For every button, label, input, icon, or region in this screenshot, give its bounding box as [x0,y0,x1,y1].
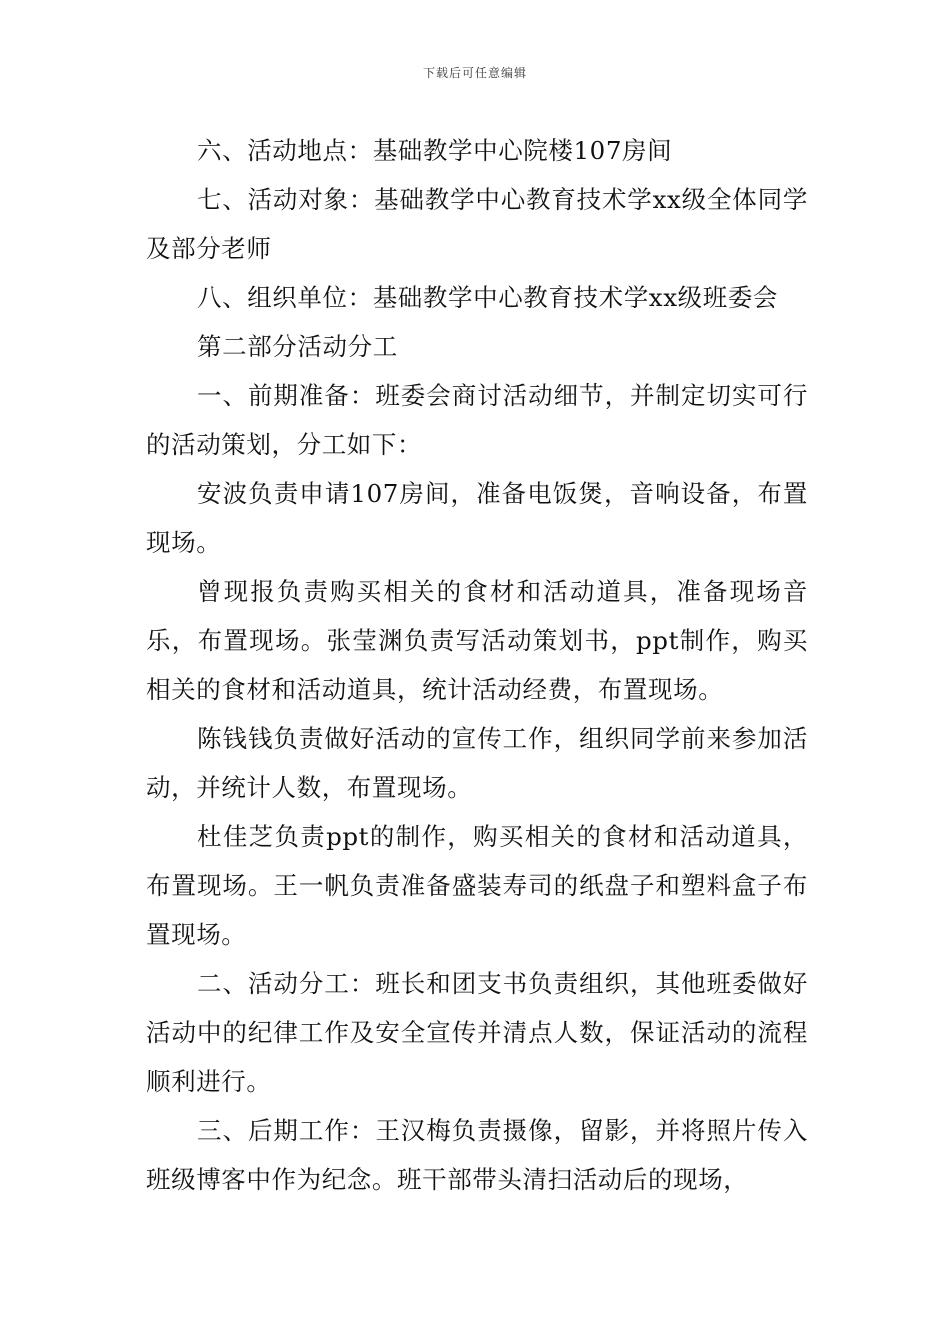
paragraph-location: 六、活动地点：基础教学中心院楼107房间 [197,136,673,165]
paragraph-audience: 七、活动对象：基础教学中心教育技术学xx级全体同学及部分老师 [146,185,808,263]
paragraph-organizer: 八、组织单位：基础教学中心教育技术学xx级班委会 [197,283,779,312]
header-note: 下载后可任意编辑 [422,66,527,80]
paragraph-task-zeng: 曾现报负责购买相关的食材和活动道具，准备现场音乐，布置现场。张莹渊负责写活动策划书，ppt制作，购买相关的食材和活动道具，统计活动经费，布置现场。 [146,577,808,704]
document-body [146,126,808,1204]
paragraph-task-chen: 陈钱钱负责做好活动的宣传工作，组织同学前来参加活动，并统计人数，布置现场。 [146,724,808,802]
paragraph-division: 二、活动分工：班长和团支书负责组织，其他班委做好活动中的纪律工作及安全宣传并清点人数，保证活动的流程顺利进行。 [146,969,808,1096]
paragraph-preparation: 一、前期准备：班委会商讨活动细节，并制定切实可行的活动策划，分工如下： [146,381,808,459]
paragraph-task-du: 杜佳芝负责ppt的制作，购买相关的食材和活动道具，布置现场。王一帆负责准备盛装寿司的纸盘子和塑料盒子布置现场。 [146,822,808,949]
paragraph-followup: 三、后期工作：王汉梅负责摄像，留影，并将照片传入班级博客中作为纪念。班干部带头清扫活动后的现场， [146,1116,808,1194]
paragraph-task-anbo: 安波负责申请107房间，准备电饭煲，音响设备，布置现场。 [146,479,808,557]
section-heading: 第二部分活动分工 [197,332,398,361]
